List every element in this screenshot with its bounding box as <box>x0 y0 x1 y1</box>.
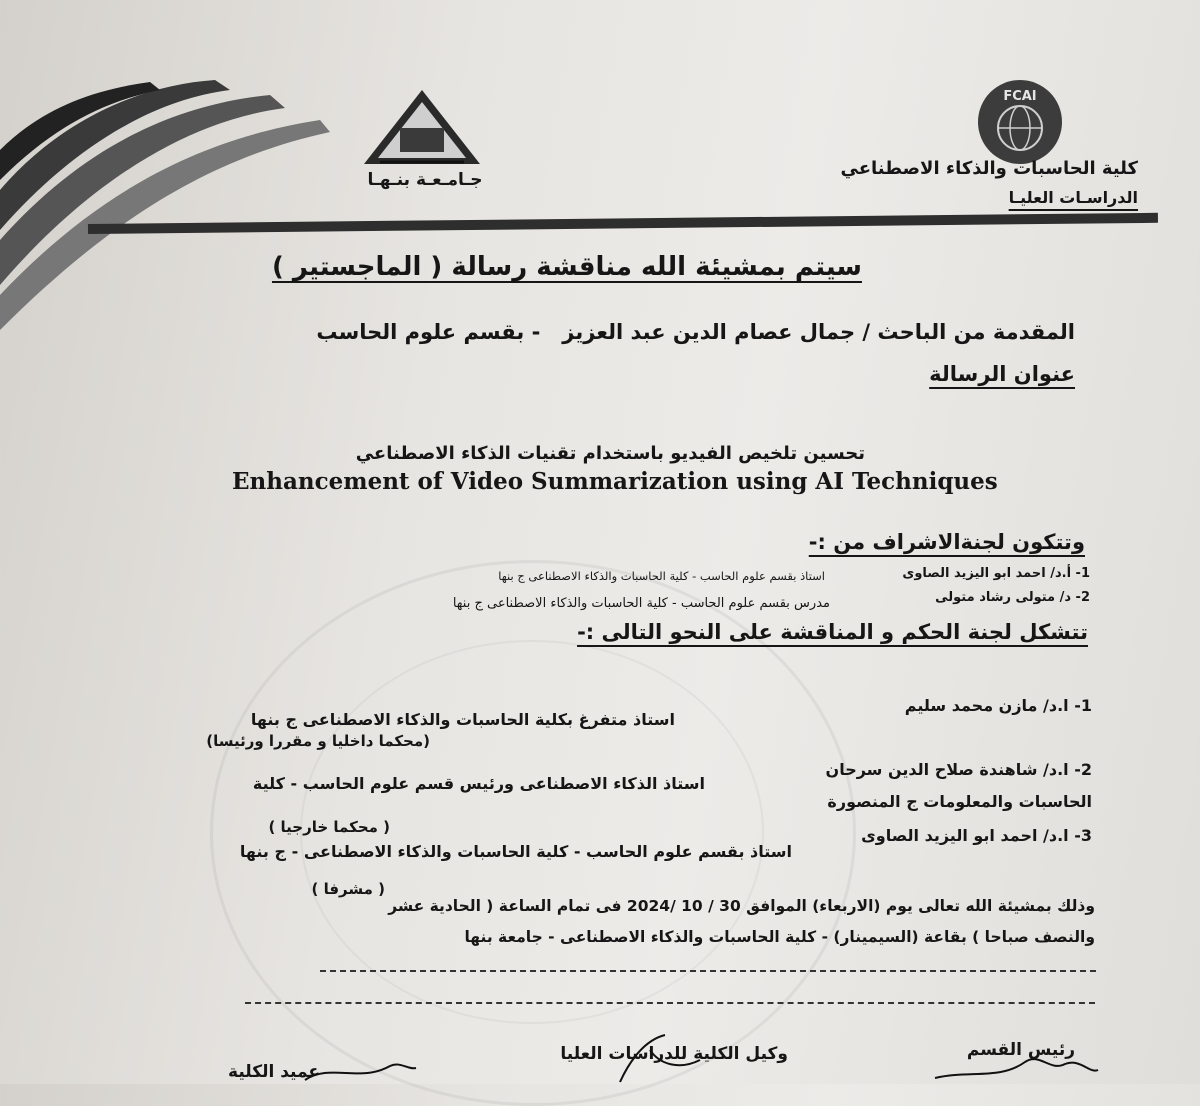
signature-label-dean: عميد الكلية <box>228 1062 320 1082</box>
thesis-title-english: Enhancement of Video Summarization using AI Techniques <box>232 468 998 495</box>
dashed-separator-2 <box>245 1002 1095 1004</box>
closing-line-1: وذلك بمشيئة الله تعالى يوم (الاربعاء) الموافق 30 / 10 /2024 فى تمام الساعة ( الحادية عشر <box>388 897 1095 915</box>
benha-university-logo <box>360 88 484 170</box>
committee-heading: تتشكل لجنة الحكم و المناقشة على النحو التالى :- <box>577 620 1088 644</box>
committee-member-2-role-2: الحاسبات والمعلومات ج المنصورة <box>827 792 1092 811</box>
thesis-title-label: عنوان الرسالة <box>929 362 1075 386</box>
decorative-swoosh <box>0 70 340 330</box>
committee-member-2-name: 2- ا.د/ شاهندة صلاح الدين سرحان <box>825 760 1092 779</box>
committee-member-3-name: 3- ا.د/ احمد ابو اليزيد الصاوى <box>861 826 1092 845</box>
presenter-line <box>316 320 1075 344</box>
committee-member-3-tag: ( مشرفا ) <box>311 880 385 898</box>
department: - بقسم علوم الحاسب <box>316 320 541 344</box>
dashed-separator-1 <box>320 970 1096 972</box>
faculty-sub: الدراسـات العليـا <box>1008 188 1138 207</box>
committee-member-1-name: 1- ا.د/ مازن محمد سليم <box>904 696 1092 715</box>
vice-signature <box>590 1030 710 1084</box>
faculty-name: كلية الحاسبات والذكاء الاصطناعي <box>840 158 1138 179</box>
announcement-title: سيتم بمشيئة الله مناقشة رسالة ( الماجستير ) <box>271 252 862 282</box>
supervisor-2-name: 2- د/ متولى رشاد متولى <box>935 590 1090 605</box>
supervision-heading: وتتكون لجنةالاشراف من :- <box>808 530 1085 554</box>
fcai-logo <box>976 78 1064 166</box>
committee-member-3-role: استاذ بقسم علوم الحاسب - كلية الحاسبات والذكاء الاصطناعى - ج بنها <box>239 842 792 861</box>
supervisor-2-role: مدرس بقسم علوم الحاسب - كلية الحاسبات والذكاء الاصطناعى ج بنها <box>452 596 830 611</box>
supervisor-1-name: 1- أ.د/ احمد ابو اليزيد الصاوى <box>902 566 1090 581</box>
university-name: جـامـعـة بنـهـا <box>367 170 483 190</box>
signature-label-vice: وكيل الكلية للدراسات العليا <box>560 1044 788 1064</box>
dean-signature <box>300 1058 420 1084</box>
committee-member-1-tag: (محكما داخليا و مقررا ورئيسا) <box>206 732 430 750</box>
supervisor-1-role: استاذ بقسم علوم الحاسب - كلية الحاسبات والذكاء الاصطناعى ج بنها <box>498 569 825 583</box>
fcai-logo-text: FCAI <box>1003 89 1037 104</box>
head-signature <box>930 1050 1100 1084</box>
thesis-title-arabic: تحسين تلخيص الفيديو باستخدام تقنيات الذكاء الاصطناعي <box>355 443 865 464</box>
presenter-name: المقدمة من الباحث / جمال عصام الدين عبد العزيز <box>562 320 1075 344</box>
committee-member-2-tag: ( محكما خارجيا ) <box>268 818 390 836</box>
committee-member-1-role: استاذ متفرغ بكلية الحاسبات والذكاء الاصطناعى ج بنها <box>250 710 675 729</box>
closing-line-2: والنصف صباحا ) بقاعة (السيمينار) - كلية الحاسبات والذكاء الاصطناعى - جامعة بنها <box>464 928 1095 946</box>
signature-label-head: رئيس القسم <box>966 1040 1075 1060</box>
committee-member-2-role: استاذ الذكاء الاصطناعى ورئيس قسم علوم الحاسب - كلية <box>252 774 705 793</box>
